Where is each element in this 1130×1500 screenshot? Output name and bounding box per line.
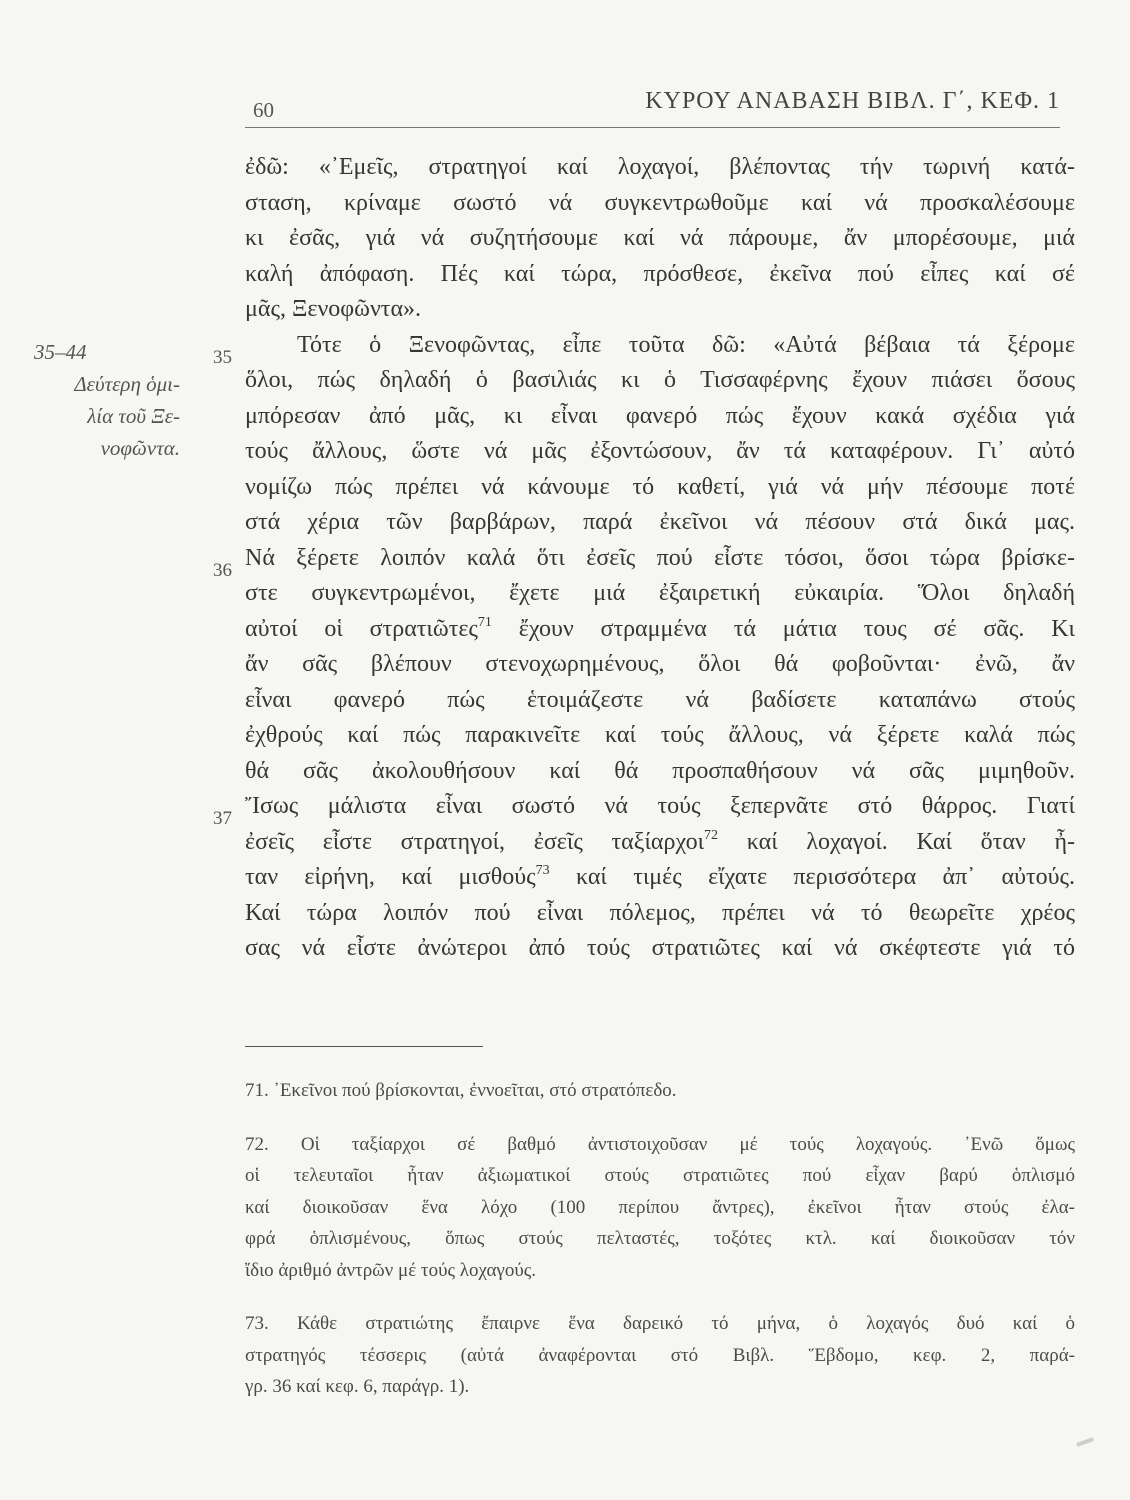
paragraph-number: 36	[213, 559, 232, 581]
footnote-text: Κάθε στρατιώτης ἔπαιρνε ἕνα δαρεικό τό μήνα, ὁ λοχαγός δυό καί ὁ	[297, 1313, 1075, 1334]
text-line: Νά ξέρετε λοιπόν καλά ὅτι ἐσεῖς πού εἶστε τόσοι, ὅσοι τώρα βρίσκε-	[245, 544, 1075, 571]
footnote-line: στρατηγός τέσσερις (αὐτά ἀναφέρονται στό Βιβλ. Ἕβδομο, κεφ. 2, παρά-	[245, 1344, 1075, 1366]
text-line: μᾶς, Ξενοφῶντα».	[245, 296, 422, 322]
footnote-text: ᾿Εκεῖνοι πού βρίσκονται, ἐννοεῖται, στό στρατόπεδο.	[273, 1080, 677, 1101]
paragraph-number: 35	[213, 346, 232, 368]
text-line: Τότε ὁ Ξενοφῶντας, εἶπε τοῦτα δῶ: «Αὐτά βέβαια τά ξέρομε	[297, 331, 1075, 358]
text-line: ἄν σᾶς βλέπουν στενοχωρημένους, ὅλοι θά φοβοῦνται· ἐνῶ, ἄν	[245, 651, 1075, 677]
footnote-line: ἴδιο ἀριθμό ἀντρῶν μέ τούς λοχαγούς.	[245, 1259, 537, 1281]
text-line: Ἴσως μάλιστα εἶναι σωστό νά τούς ξεπερνᾶτε στό θάρρος. Γιατί	[245, 793, 1075, 819]
footnotes	[245, 1075, 1075, 1425]
text-fragment: ἐσεῖς εἶστε στρατηγοί, ἐσεῖς ταξίαρχοι	[245, 828, 705, 855]
footnote-ref-71[interactable]: 71	[477, 614, 492, 630]
footnote-line	[245, 1129, 1075, 1161]
margin-note-line: νοφῶντα.	[100, 436, 180, 460]
text-line: θά σᾶς ἀκολουθήσουν καί θά προσπαθήσουν νά σᾶς μιμηθοῦν.	[245, 757, 1075, 784]
footnote-label: 72.	[245, 1133, 269, 1155]
footnote-text: Οἱ ταξίαρχοι σέ βαθμό ἀντιστοιχοῦσαν μέ τούς λοχαγούς. ᾿Ενῶ ὅμως	[300, 1133, 1076, 1155]
running-head: ΚΥΡΟΥ ΑΝΑΒΑΣΗ ΒΙΒΛ. Γ΄, ΚΕΦ. 1	[645, 88, 1060, 114]
main-text	[213, 150, 1076, 967]
text-line: ἐδῶ: «᾿Εμεῖς, στρατηγοί καί λοχαγοί, βλέποντας τήν τωρινή κατά-	[245, 154, 1075, 180]
margin-note-range: 35–44	[34, 340, 87, 364]
text-line: νομίζω πώς πρέπει νά κάνουμε τό καθετί, γιά νά μήν πέσουμε ποτέ	[245, 473, 1075, 500]
paragraph-37	[213, 789, 1076, 967]
footnote-label: 71.	[245, 1080, 269, 1101]
text-line: Καί τώρα λοιπόν πού εἶναι πόλεμος, πρέπει νά τό θεωρεῖτε χρέος	[245, 899, 1075, 926]
margin-note-line: Δεύτερη ὁμι-	[74, 372, 180, 396]
text-line-with-footnote	[245, 860, 1075, 896]
footnote-line	[245, 1075, 1075, 1107]
footnote-73	[245, 1308, 1075, 1403]
text-line-with-footnote	[245, 825, 1075, 861]
footnote-line: οἱ τελευταῖοι ἦταν ἀξιωματικοί στούς στρατιῶτες πού εἶχαν βαρύ ὁπλισμό	[245, 1165, 1075, 1186]
page-number: 60	[253, 98, 274, 122]
footnote-line: γρ. 36 καί κεφ. 6, παράγρ. 1).	[245, 1376, 470, 1397]
text-line: ἐχθρούς καί πώς παρακινεῖτε καί τούς ἄλλους, νά ξέρετε καλά πώς	[245, 722, 1075, 748]
page-header	[245, 88, 1060, 128]
paragraph-number: 37	[213, 808, 232, 829]
text-line: μπόρεσαν ἀπό μᾶς, κι εἶναι φανερό πώς ἔχουν κακά σχέδια γιά	[245, 402, 1075, 429]
paper-mark	[1076, 1437, 1094, 1447]
text-line: στε συγκεντρωμένοι, ἔχετε μιά ἐξαιρετική εὐκαιρία. Ὅλοι δηλαδή	[245, 580, 1075, 606]
footnote-ref-73[interactable]: 73	[535, 863, 550, 878]
text-line: σταση, κρίναμε σωστό νά συγκεντρωθοῦμε καί νά προσκαλέσουμε	[245, 189, 1075, 216]
footnote-line	[245, 1308, 1075, 1340]
footnote-rule	[245, 1046, 483, 1047]
text-fragment: καί τιμές εἴχατε περισσότερα ἀπ᾿ αὐτούς.	[549, 864, 1076, 890]
text-fragment: ταν εἰρήνη, καί μισθούς	[245, 864, 536, 890]
text-fragment: ἔχουν στραμμένα τά μάτια τους σέ σᾶς. Κι	[491, 615, 1075, 642]
text-line: στά χέρια τῶν βαρβάρων, παρά ἐκεῖνοι νά πέσουν στά δικά μας.	[245, 509, 1075, 535]
text-fragment: καί λοχαγοί. Καί ὅταν ἦ-	[718, 828, 1075, 855]
margin-note	[20, 336, 180, 464]
text-line-with-footnote	[245, 612, 1075, 648]
header-rule	[245, 127, 1060, 128]
footnote-line: φρά ὁπλισμένους, ὅπως στούς πελταστές, τοξότες κτλ. καί διοικοῦσαν τόν	[245, 1228, 1075, 1249]
text-line: τούς ἄλλους, ὥστε νά μᾶς ἐξοντώσουν, ἄν τά καταφέρουν. Γι᾿ αὐτό	[245, 438, 1075, 464]
paragraph-35	[213, 328, 1075, 541]
text-line: εἶναι φανερό πώς ἑτοιμάζεστε νά βαδίσετε καταπάνω στούς	[245, 686, 1075, 713]
text-line: κι ἐσᾶς, γιά νά συζητήσουμε καί νά πάρουμε, ἄν μπορέσουμε, μιά	[245, 225, 1075, 251]
footnote-ref-72[interactable]: 72	[704, 827, 719, 843]
footnote-72	[245, 1129, 1075, 1287]
paragraph-36	[213, 541, 1075, 790]
text-line: σας νά εἶστε ἀνώτεροι ἀπό τούς στρατιῶτες καί νά σκέφτεστε γιά τό	[245, 935, 1075, 961]
footnote-label: 73.	[245, 1313, 269, 1334]
footnote-71	[245, 1075, 1075, 1107]
text-fragment: αὐτοί οἱ στρατιῶτες	[245, 615, 478, 642]
footnote-line: καί διοικοῦσαν ἕνα λόχο (100 περίπου ἄντρες), ἐκεῖνοι ἦταν στούς ἐλα-	[245, 1196, 1075, 1218]
margin-note-line: λία τοῦ Ξε-	[87, 404, 180, 428]
text-line: ὅλοι, πώς δηλαδή ὁ βασιλιάς κι ὁ Τισσαφέρνης ἔχουν πιάσει ὅσους	[245, 367, 1075, 393]
text-line: καλή ἀπόφαση. Πές καί τώρα, πρόσθεσε, ἐκεῖνα πού εἶπες καί σέ	[245, 260, 1075, 287]
